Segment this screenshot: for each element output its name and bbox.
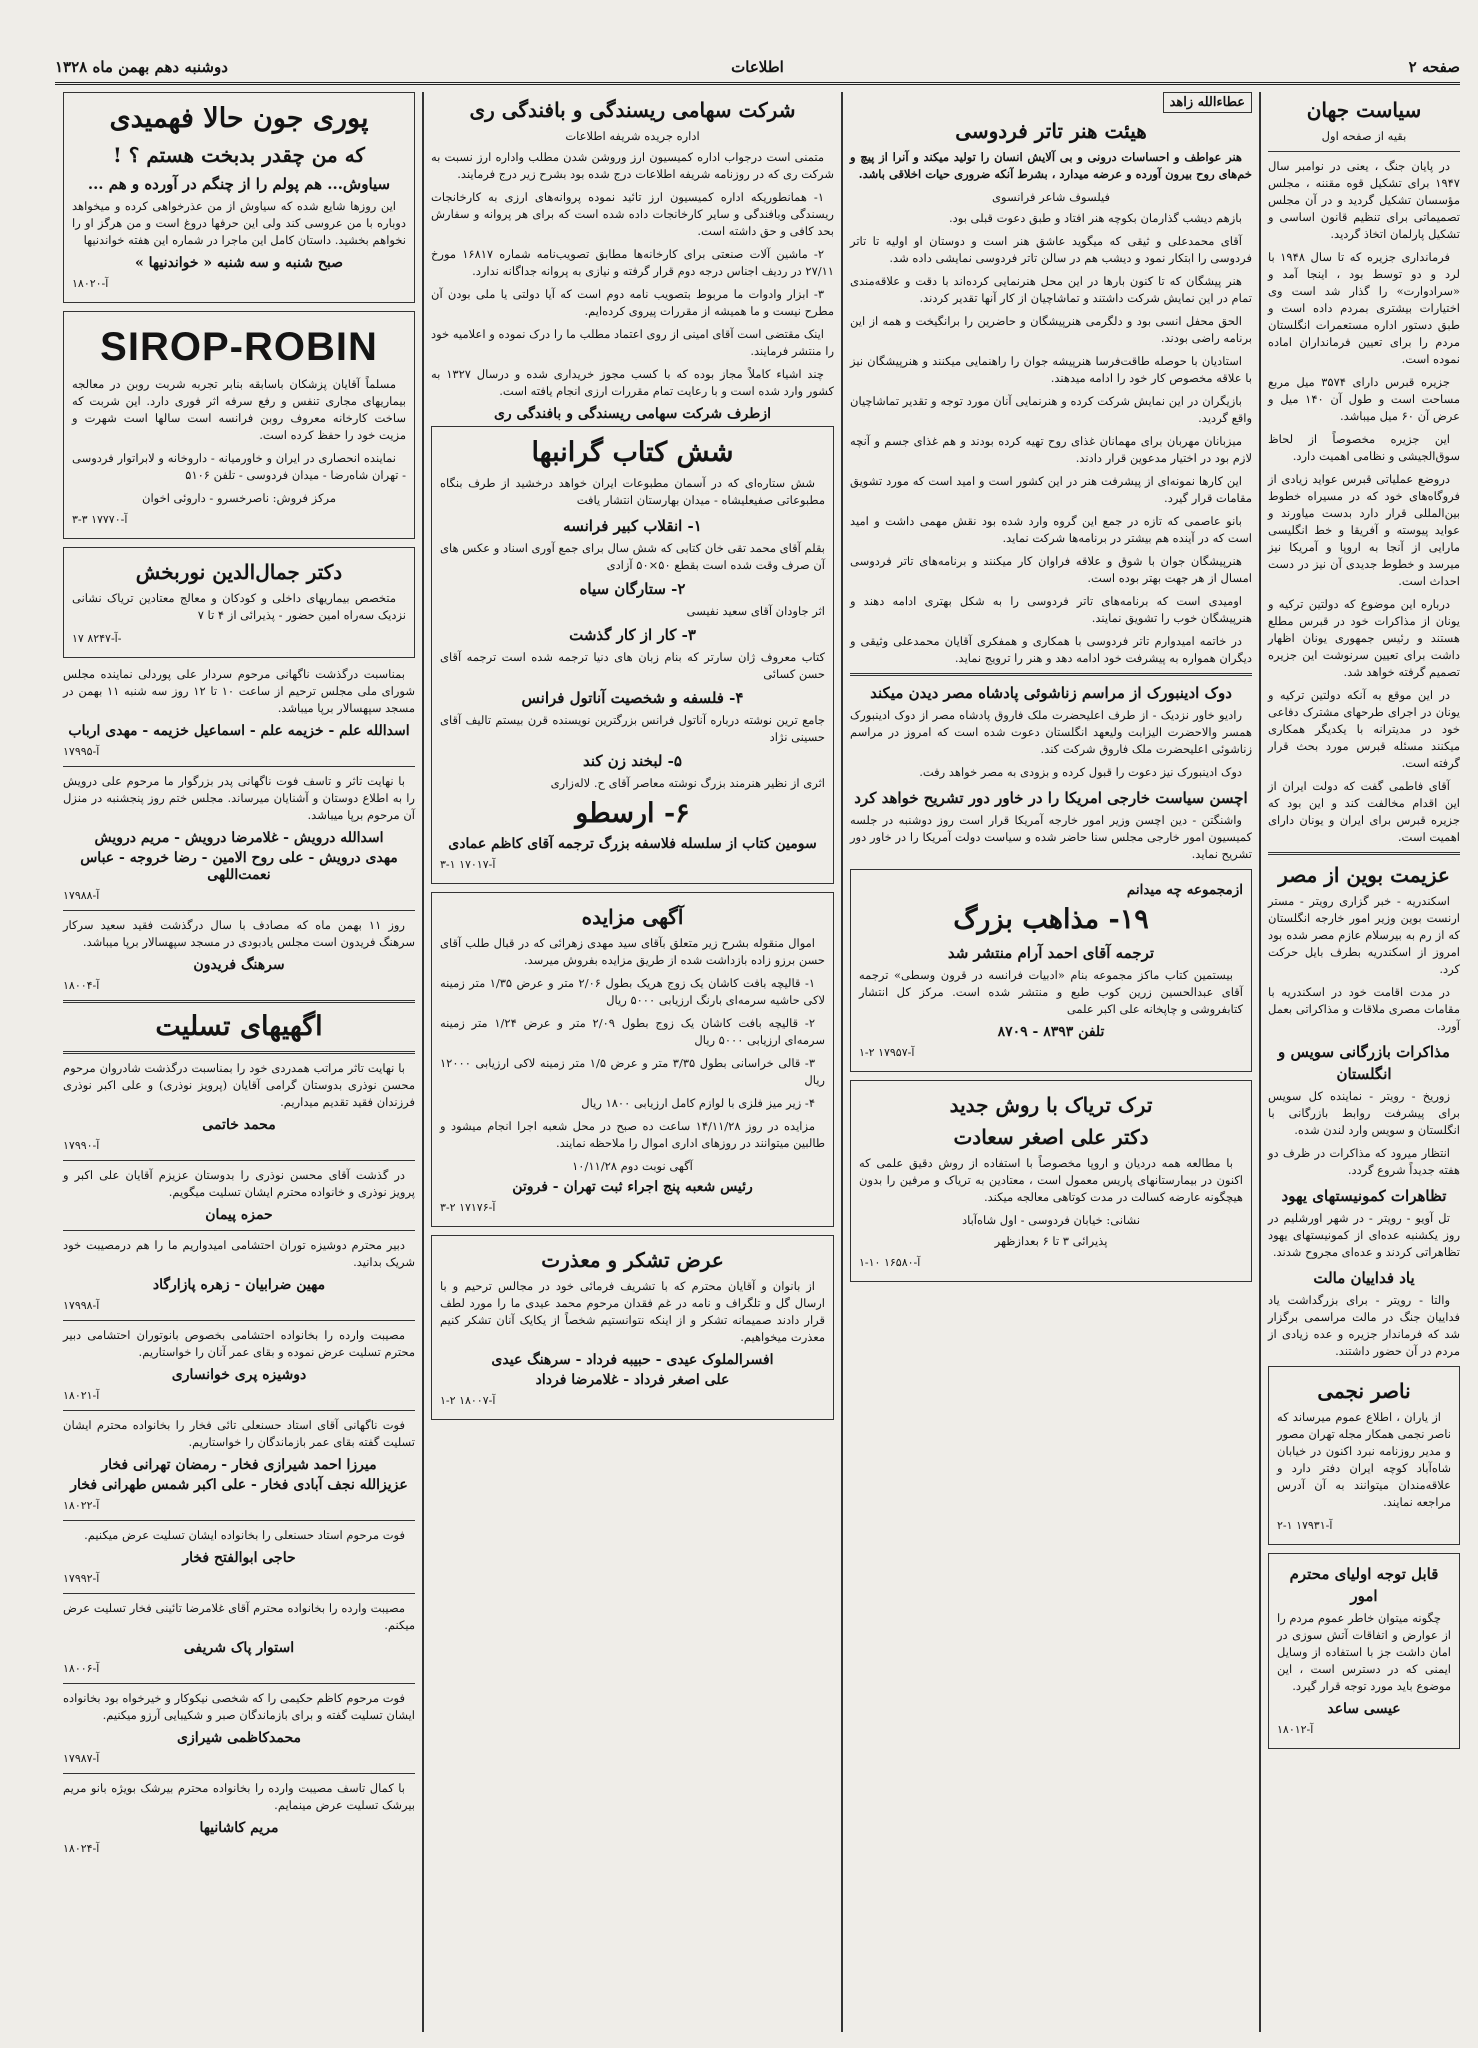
paragraph: مزایده در روز ۱۴/۱۱/۲۸ ساعت ده صبح در محل شعبه اجرا انجام میشود و طالبین میتوانند در روزهای اداری اموال را ملاحظه نمایند. <box>440 1119 825 1150</box>
paragraph: اسکندریه - خبر گزاری رویتر - مستر ارنست بوین وزیر امور خارجه انگلستان که از رم به بیرسلام عازم مصر شده بود امروز از اسکندریه بطرف بایل حرکت کرد. <box>1268 894 1460 976</box>
book-item-desc: جامع ترین نوشته درباره آناتول فرانس بزرگترین نویسنده قرن بیستم تالیف آقای حسینی نژاد <box>440 713 825 744</box>
column-theater <box>844 92 1258 2032</box>
ad-code: آ-۸۲۴۷ ۱۷- <box>72 632 122 645</box>
notice <box>63 773 415 904</box>
ad-subtitle: که من چقدر بدبخت هستم ؟ ! <box>113 143 365 167</box>
paragraph: فرمانداری جزیره که تا سال ۱۹۴۸ با لرد و دو توسط بود ، اینجا آمد و «سرادوارت» را گذار شد است وی اختیارات بیشتری بمردم داده است و طبق دستور اداره مستعمرات انگلستان مردم را برای تعیین فرمانداران اماده نموده است. <box>1268 250 1460 366</box>
divider <box>1268 852 1460 855</box>
divider <box>63 1320 415 1321</box>
ad-code: آ-۱۸۰۱۲ <box>1277 1723 1314 1736</box>
paragraph: بانو عاصمی که تازه در جمع این گروه وارد شده بود نقش مهمی داشت و امید است که در آینده هم بیشتر در برنامه‌ها شرکت نماید. <box>850 514 1252 545</box>
paragraph: رادیو خاور نزدیک - از طرف اعلیحضرت ملک فاروق پادشاه مصر از دوک ادینبورک همسر والاحضرت الیزابت ولیعهد انگلستان دعوت شده است که امروز در مراسم زناشوئی اعلیحضرت ملک فاروق شرکت کند. <box>850 708 1252 756</box>
ad-title: آگهی مزایده <box>581 905 684 929</box>
condolence <box>63 1417 415 1514</box>
column-company <box>425 92 840 2032</box>
condolence-code: آ-۱۷۹۹۰ <box>63 1139 100 1152</box>
ad-hours: پذیرائی ۳ تا ۶ بعدازظهر <box>994 1234 1108 1248</box>
condolence-code: آ-۱۸۰۲۲ <box>63 1499 100 1512</box>
paragraph: ۱- همانطوریکه اداره کمیسیون ارز تائید نموده پروانه‌های ارزی به کارخانجات ریسندگی وبافندگی و سایر کارخانجات داده شده است که برای هر پروانه و سفارش بحد کافی و حق داشته است. <box>431 190 834 238</box>
paragraph: هنر پیشگان که تا کنون بارها در این محل هنرنمایی کرده‌اند با دقت و علاقه‌مندی تمام در این نمایش شرکت داشتند و تماشاچیان از کار آنها تقدیر کردند. <box>850 274 1252 305</box>
paragraph: اموال منقوله بشرح زیر متعلق بآقای سید مهدی زهرائی که در قبال طلب آقای حسن برزو زاده بازداشت شده از طریق مزایده بفروش میرسد. <box>440 936 825 967</box>
column-ads <box>57 92 421 2032</box>
ad-code: آ-۱۷۷۷۰ ۳-۳ <box>72 513 128 526</box>
ad-code: آ-۱۸۰۰۷ ۲-۱ <box>440 1394 496 1407</box>
condolence-body: با نهایت تاثر مراتب همدردی خود را بمناسبت درگذشت شادروان مرحوم محسن نوذری بدوستان گرامی آقایان (پرویز نوذری) و علی اکبر نوذری فرزندان فقید تقدیم میداریم. <box>63 1061 415 1109</box>
column-rule <box>422 92 424 2032</box>
paragraph: چند اشیاء کاملاً مجاز بوده که با کسب مجوز خریداری شده و درسال ۱۳۲۷ به کشور وارد شده است و با رعایت تمام مقررات ارزی انجام یافته است. <box>431 367 834 398</box>
condolence-signature: میرزا احمد شیرازی فخار - رمضان تهرانی فخار <box>101 1457 377 1473</box>
condolence-code: آ-۱۸۰۲۱ <box>63 1389 100 1402</box>
divider <box>63 1230 415 1231</box>
condolence-signature: دوشیزه پری خوانساری <box>171 1367 307 1383</box>
ad-intro: شش ستاره‌ای که در آسمان مطبوعات ایران خواهد درخشید از طرف بنگاه مطبوعاتی صفیعلیشاه - میدان بهارستان انتشار یافت <box>440 476 825 507</box>
divider <box>850 673 1252 676</box>
condolence-body: دبیر محترم دوشیزه توران احتشامی امیدواریم ما را هم درمصیبت خود شریک بدانید. <box>63 1238 415 1269</box>
paragraph: ۲- ماشین آلات صنعتی برای کارخانه‌ها مطابق تصویب‌نامه شماره ۱۶۸۱۷ مورخ ۲۷/۱۱ در ردیف اجناس درجه دوم قرار گرفته و نیازی به پروانه جداگانه ندارد. <box>431 247 834 278</box>
ad-naser-najmi <box>1268 1366 1460 1545</box>
book-item-desc: کتاب معروف ژان سارتر که بنام زبان های دنیا ترجمه شده است ترجمه آقای حسن کسائی <box>440 650 825 681</box>
byline: عطاءالله زاهد <box>1163 92 1252 113</box>
book-item-title: ۵- لبخند زن کند <box>583 752 682 770</box>
divider <box>63 910 415 911</box>
condolence-body: فوت مرحوم کاظم حکیمی را که شخصی نیکوکار و خیرخواه بود بخانواده ایشان تسلیت گفته و برای بازماندگان صبر و شکیبایی آرزو میکنیم. <box>63 1691 415 1722</box>
book-item <box>440 624 825 683</box>
paragraph: اومیدی است که برنامه‌های تاتر فردوسی را به شکل بهتری ادامه دهند و هنرپیشگان خوب را تشویق نمایند. <box>850 594 1252 625</box>
headline-jews: تظاهرات کمونیستهای یهود <box>1281 1187 1447 1205</box>
ad-attention <box>1268 1553 1460 1749</box>
ad-pouri <box>63 92 415 303</box>
ad-doctor-nourbakhsh <box>63 547 415 658</box>
condolence <box>63 1327 415 1404</box>
column-rule <box>841 92 843 2032</box>
paragraph: دروضع عملیاتی قبرس عواید زیادی از فروگاه‌های خود که در مسیراه خطوط بین‌المللی قرار دارد بدست میاورند و عواید پیوسته و آفریقا و خط انگلیسی مارایی از آنجا به اروپا و آمریکا نیز میرسد و خطوط جدیدی آن نیز در دست احداث است. <box>1268 472 1460 588</box>
ad-address: نشانی: خیابان فردوسی - اول شاه‌آباد <box>961 1213 1141 1227</box>
ad-body: مسلماً آقایان پزشکان باسابقه بنابر تجربه شربت روبن در معالجه بیماریهای مجاری تنفس و رفع سرفه اثر فوری دارد. این شربت که ساخت کارخانه معروف روبن فرانسه است سالها است شهرت و مزیت خود را حفظ کرده است. <box>72 377 406 442</box>
ad-signature: صبح شنبه و سه شنبه « خواندنیها » <box>135 255 343 271</box>
ad-body: با مطالعه همه دردیان و اروپا مخصوصاً با استفاده از روش دقیق علمی که اکنون در بیمارستانهای پاریس معمول است ، معتادین به تریاک و مرفین را بدون هیچگونه عارضه کسالت در مدت کوتاهی معالجه میکند. <box>859 1156 1243 1204</box>
paragraph: دوک ادینبورک نیز دعوت را قبول کرده و بزودی به مصر خواهد رفت. <box>919 765 1242 779</box>
paragraph: ۳- قالی خراسانی بطول ۳/۳۵ متر و عرض ۱/۵ متر زمینه لاکی ارزیابی ۱۲۰۰۰ ریال <box>440 1056 825 1087</box>
ad-code: آ-۱۶۵۸۰ ۱۰-۱ <box>859 1256 921 1269</box>
book-title: ۱۹- مذاهب بزرگ <box>953 904 1149 935</box>
ad-code: آ-۱۸۰۲۰ <box>72 277 109 290</box>
ad-body: این روزها شایع شده که سیاوش از من عذرخواهی کرده و میخواهد دوباره با من عروسی کند ولی این حرفها دروغ است و من هرگز او را نخواهم بخشید. داستان کامل این ماجرا در شماره این هفته خواندنیها <box>72 199 406 247</box>
ad-title: ناصر نجمی <box>1317 1379 1411 1403</box>
notice-body: با نهایت تاثر و تاسف فوت ناگهانی پدر بزرگوار ما مرحوم علی درویش را به اطلاع دوستان و آشنایان میرساند. مجلس ختم روز پنجشنبه در منزل آن مرحوم برپا میباشد. <box>63 774 415 822</box>
divider <box>63 1160 415 1161</box>
quote: هنر عواطف و احساسات درونی و بی آلایش انسان را تولید میکند و آنرا از پیچ و خم‌های روح بیرون آورده و عرضه میدارد ، بشرط آنکه ضروری حیات اخلاقی باشد. <box>850 150 1252 181</box>
condolence-code: آ-۱۷۹۹۲ <box>63 1572 100 1585</box>
ad-six-books <box>431 426 834 884</box>
condolence <box>63 1780 415 1857</box>
company-signature: ازطرف شرکت سهامی ریسندگی و بافندگی ری <box>493 406 772 422</box>
brand-sirop-robin: SIROP-ROBIN <box>100 325 378 369</box>
paragraph: این جزیره مخصوصاً از لحاظ سوق‌الجیشی و نظامی اهمیت دارد. <box>1268 432 1460 463</box>
ad-body: از بانوان و آقایان محترم که با تشریف فرمائی خود در مجالس ترحیم و با ارسال گل و تلگراف و نامه در غم فقدان مرحوم محمد عیدی ما را مورد لطف قرار دادند صمیمانه تشکر و از اینکه نتوانستیم شخصاً از یکایک آنان تشکر کنیم معذرت میخواهیم. <box>440 1279 825 1344</box>
paragraph: بازهم دیشب گذارمان بکوچه هنر افتاد و طبق دعوت قبلی بود. <box>948 211 1242 225</box>
ad-title: عرض تشکر و معذرت <box>541 1248 724 1272</box>
headline-company: شرکت سهامی ریسندگی و بافندگی ری <box>469 98 796 122</box>
paragraph: هنرپیشگان جوان با شوق و علاقه فراوان کار میکنند و برنامه‌های تاتر فردوسی امسال از هر جهت بهتر بوده است. <box>850 554 1252 585</box>
headline-memorial: یاد فداییان مالت <box>1313 1269 1415 1287</box>
page-number: صفحه ۲ <box>1408 58 1460 76</box>
notice-code: آ-۱۸۰۰۴ <box>63 979 100 992</box>
book-item-title: ۳- کار از کار گذشت <box>569 626 696 644</box>
ad-doctor-saadat <box>850 1080 1252 1282</box>
paragraph: در پایان جنگ ، یعنی در نوامبر سال ۱۹۴۷ برای تشکیل قوه مقننه ، مجلس مؤسسان تشکیل گردید و در آن مجلس تصمیماتی برای تنظیم قانون اساسی و تشکیل پارلمان اتخاذ گردید. <box>1268 159 1460 241</box>
divider <box>63 1051 415 1054</box>
headline-world-politics: سیاست جهان <box>1306 98 1422 122</box>
notice <box>63 917 415 994</box>
condolence-signature: مهین ضرابیان - زهره پازارگاد <box>152 1277 326 1293</box>
condolence-code: آ-۱۷۹۹۸ <box>63 1299 100 1312</box>
condolence-body: فوت ناگهانی آقای استاد حسنعلی تائی فخار را بخانواده محترم ایشان تسلیت گفته بقای عمر بازماندگان را خواستاریم. <box>63 1418 415 1449</box>
headline-acheson: اچسن سیاست خارجی امریکا را در خاور دور تشریح خواهد کرد <box>854 789 1248 807</box>
book-item-desc: اثر جاودان آقای سعید نفیسی <box>686 604 825 618</box>
book-final-desc: سومین کتاب از سلسله فلاسفه بزرگ ترجمه آقای کاظم عمادی <box>448 836 817 852</box>
ad-signature: افسرالملوک عیدی - حبیبه فرداد - سرهنگ عیدی <box>491 1352 774 1368</box>
paragraph: ۲- قالیچه بافت کاشان یک زوج بطول ۲/۰۹ متر و عرض ۱/۲۴ متر زمینه سرمه‌ای ارزیابی ۵۰۰۰ ریال <box>440 1016 825 1047</box>
ad-body: متخصص بیماریهای داخلی و کودکان و معالج معتادین تریاک نشانی نزدیک سه‌راه امین حضور - پذیرائی از ۴ تا ۷ <box>72 591 406 622</box>
condolence-signature: محمد خاتمی <box>202 1117 276 1133</box>
notice-code: آ-۱۷۹۸۸ <box>63 889 100 902</box>
paragraph: استادیان با حوصله طاقت‌فرسا هنرپیشه جوان را راهنمایی میکنند و هنرپیشگان نیز با علاقه مخصوص کار خود را ادامه میدهند. <box>850 354 1252 385</box>
book-item-desc: اثری از نظیر هنرمند بزرگ نوشته معاصر آقای ح. لاله‌زاری <box>550 776 825 790</box>
paragraph: زوریخ - رویتر - نماینده کل سویس برای پیشرفت روابط بازرگانی با انگلستان و سویس وارد لندن شده. <box>1268 1089 1460 1137</box>
condolence-body: مصیبت وارده را بخانواده محترم آقای غلامرضا تائینی فخار تسلیت عرض میکنم. <box>63 1601 415 1632</box>
column-rule <box>1259 92 1261 2032</box>
ad-agent: نماینده انحصاری در ایران و خاورمیانه - داروخانه و لابراتوار فردوسی - تهران شاه‌رضا - میدان فردوسی - تلفن ۵۱۰۶ <box>72 451 406 482</box>
notice <box>63 666 415 760</box>
paragraph: تل آویو - رویتر - در شهر اورشلیم در روز یکشنبه عده‌ای از کمونیستهای یهود تظاهراتی کردند و عده‌ای مجروح شدند. <box>1268 1211 1460 1259</box>
divider <box>63 1520 415 1521</box>
paragraph: این کارها نمونه‌ای از پیشرفت هنر در این کشور است و امید است که مورد تشویق مقامات قرار گیرد. <box>850 474 1252 505</box>
ad-body: چگونه میتوان خاطر عموم مردم را از عوارض و اتفاقات آتش سوزی در امان داشت جز با استفاده از وسایل ایمنی که در دسترس است ، این موضوع باید مورد توجه قرار گیرد. <box>1277 1611 1451 1693</box>
ad-title: ترک تریاک با روش جدید <box>949 1093 1153 1117</box>
notice-signature: سرهنگ فریدون <box>193 957 285 973</box>
notice-body: روز ۱۱ بهمن ماه که مصادف با سال درگذشت فقید سعید سرکار سرهنگ فریدون است مجلس یادبودی در مسجد سپهسالار برپا میباشد. <box>63 918 415 949</box>
condolence-body: در گذشت آقای محسن نوذری را بدوستان عزیزم آقایان علی اکبر و پرویز نوذری و خانواده محترم ایشان تسلیت میگویم. <box>63 1168 415 1199</box>
condolence-code: آ-۱۸۰۰۶ <box>63 1662 100 1675</box>
divider <box>1268 151 1460 152</box>
paragraph: جزیره قبرس دارای ۳۵۷۴ میل مربع مساحت است و طول آن ۱۴۰ میل و عرض آن ۶۰ میل میباشد. <box>1268 375 1460 423</box>
book-item <box>440 515 825 574</box>
paragraph: آقای فاطمی گفت که دولت ایران از این اقدام مخالفت کند و این بود که جزیره قبرس برای ایران و یونان دارای اهمیت است. <box>1268 779 1460 844</box>
paragraph: درباره این موضوع که دولتین ترکیه و یونان از مذاکرات خود در قبرس مطلع هستند و رئیس جمهوری یونان اظهار داشت برای تعیین سرنوشت این جزیره تصمیم گرفته خواهد شد. <box>1268 597 1460 679</box>
notice-signature: اسدالله درویش - غلامرضا درویش - مریم درویش <box>94 830 384 846</box>
book-item-title: ۱- انقلاب کبیر فرانسه <box>563 517 702 535</box>
paragraph: در خاتمه امیدوارم تاتر فردوسی با همکاری و همفکری آقایان محمدعلی وثیقی و دیگران همواره به پیشرفت خود ادامه دهد و هنر را ترویج نماید. <box>850 634 1252 665</box>
ad-code: آ-۱۷۰۱۷ ۱-۳ <box>440 858 496 871</box>
notice-code: آ-۱۷۹۹۵ <box>63 745 100 758</box>
ad-distributor: مرکز فروش: ناصرخسرو - داروئی اخوان <box>142 491 336 505</box>
continued-note: بقیه از صفحه اول <box>1321 129 1407 143</box>
ad-signature: عیسی ساعد <box>1327 1701 1401 1717</box>
book-item-title: ۲- ستارگان سیاه <box>579 580 686 598</box>
divider <box>63 1000 415 1003</box>
ad-body: بیستمین کتاب ماکز مجموعه بنام «ادبیات فرانسه در قرون وسطی» ترجمه آقای عبدالحسین زرین کوب طبع و منتشر شده است. مرکز کل انتشار کتابفروشی و چاپخانه علی اکبر علمی <box>859 968 1243 1016</box>
ad-code: آ-۱۷۹۳۱ ۱-۲ <box>1277 1519 1333 1532</box>
book-item <box>440 750 825 792</box>
paragraph: الحق محفل انسی بود و دلگرمی هنرپیشگان و حاضرین را برانگیخت و همه از این برنامه راضی بودند. <box>850 314 1252 345</box>
column-world-politics <box>1262 92 1466 2032</box>
quote-source: فیلسوف شاعر فرانسوی <box>992 190 1110 204</box>
headline-theater: هیئت هنر تاتر فردوسی <box>955 119 1147 143</box>
ad-book-religions <box>850 869 1252 1072</box>
condolence-signature: حمزه پیمان <box>205 1207 273 1223</box>
paragraph: انتظار میرود که مذاکرات در ظرف دو هفته جدیداً شروع گردد. <box>1268 1146 1460 1177</box>
ad-thanks <box>431 1235 834 1420</box>
ad-title: دکتر جمال‌الدین نوربخش <box>135 560 343 584</box>
paragraph: والتا - رویتر - برای بزرگداشت یاد فداییان جنگ در مالت مراسمی برگزار شد که فرماندار جزیره و عده زیادی از مردم در آن حضور داشتند. <box>1268 1293 1460 1358</box>
issue-date: دوشنبه دهم بهمن ماه ۱۳۲۸ <box>55 58 228 76</box>
ad-signature: علی اصغر فرداد - غلامرضا فرداد <box>535 1372 730 1388</box>
ad-code: آ-۱۷۱۷۶ ۲-۳ <box>440 1201 496 1214</box>
condolence-signature: محمدکاظمی شیرازی <box>177 1730 301 1746</box>
book-item <box>440 687 825 746</box>
paragraph: میزبانان مهربان برای مهمانان غذای روح تهیه کرده بودند و هم غذای جسم و آنچه لازم بود در اختیار مدعوین قرار دادند. <box>850 434 1252 465</box>
paragraph: بازیگران در این نمایش شرکت کرده و هنرنمایی آنان مورد توجه و تقدیر تماشاچیان واقع گردید. <box>850 394 1252 425</box>
headline-egypt: عزیمت بوین از مصر <box>1278 863 1450 887</box>
book-final-title: ۶- ارسطو <box>575 798 690 829</box>
ad-title: قابل توجه اولیای محترم امور <box>1289 1565 1439 1605</box>
book-item <box>440 578 825 620</box>
doctor-name: دکتر علی اصغر سعادت <box>953 1125 1149 1149</box>
ad-title: شش کتاب گرانبها <box>531 437 734 468</box>
condolence-code: آ-۱۸۰۲۴ <box>63 1842 100 1855</box>
ad-title: پوری جون حالا فهمیدی <box>109 103 369 134</box>
ad-code: آ-۱۷۹۵۷ ۲-۱ <box>859 1046 915 1059</box>
condolence <box>63 1527 415 1587</box>
company-sub: اداره جریده شریفه اطلاعات <box>565 129 700 143</box>
condolence <box>63 1060 415 1154</box>
condolence <box>63 1600 415 1677</box>
divider <box>63 766 415 767</box>
condolence-code: آ-۱۷۹۸۷ <box>63 1752 100 1765</box>
paragraph: در مدت اقامت خود در اسکندریه با مقامات مصری ملاقات و مذاکراتی بعمل آورد. <box>1268 985 1460 1033</box>
condolence-body: فوت مرحوم استاد حسنعلی را بخانواده ایشان تسلیت عرض میکنیم. <box>84 1528 405 1542</box>
divider <box>63 1410 415 1411</box>
paragraph: ۴- زیر میز فلزی با لوازم کامل ارزیابی ۱۸۰۰ ریال <box>581 1096 815 1110</box>
book-series: ازمجموعه چه میدانم <box>1126 882 1243 898</box>
condolence-signature: حاجی ابوالفتح فخار <box>182 1550 296 1566</box>
condolence-signature: عزیزالله نجف آبادی فخار - علی اکبر شمس طهرانی فخار <box>70 1477 408 1493</box>
headline-swiss: مذاکرات بازرگانی سویس و انگلستان <box>1278 1043 1450 1083</box>
book-item-desc: بقلم آقای محمد تقی خان کتابی که شش سال برای جمع آوری اسناد و عکس های آن صرف وقت شده است بقطع ۵۰×۵۰ آزادی <box>440 541 825 572</box>
condolence-signature: استوار پاک شریفی <box>183 1640 295 1656</box>
condolence-signature: مریم کاشانیها <box>199 1820 279 1836</box>
condolence <box>63 1690 415 1767</box>
auction-signature: رئیس شعبه پنج اجراء ثبت تهران - فروتن <box>512 1179 753 1195</box>
ad-body: از یاران ، اطلاع عموم میرساند که ناصر نجمی همکار مجله تهران مصور و مدیر روزنامه نبرد اکنون در خیابان شاه‌آباد کوچه ایران دفتر دارد و علاقه‌مندان میتوانند به آن آدرس مراجعه نمایند. <box>1277 1410 1451 1509</box>
paragraph: در این موقع به آنکه دولتین ترکیه و یونان در اجرای طرحهای مشترک دفاعی خود در مدیترانه با یکدیگر همکاری میکنند مسئله قبرس مورد بحث قرار گرفته است. <box>1268 688 1460 770</box>
condolence-body: با کمال تاسف مصیبت وارده را بخانواده محترم بیرشک بویژه بانو مریم بیرشک تسلیت عرض مینمایم. <box>63 1781 415 1812</box>
auction-date: آگهی نوبت دوم ۱۰/۱۱/۲۸ <box>572 1159 693 1173</box>
condolence <box>63 1237 415 1314</box>
paragraph: اینک مقتضی است آقای امینی از روی اعتماد مطلب ما را درک نموده و اعلامیه خود را منتشر فرمایند. <box>431 327 834 358</box>
paper-name: اطلاعات <box>731 58 784 76</box>
divider <box>63 1683 415 1684</box>
ad-sirop-robin <box>63 311 415 539</box>
book-translator: ترجمه آقای احمد آرام منتشر شد <box>947 944 1155 962</box>
ad-lead: سیاوش... هم پولم را از چنگم در آورده و هم ... <box>87 175 391 193</box>
paragraph: ۳- ابزار وادوات ما مربوط بتصویب نامه دوم است که آیا دولتی یا ملی بودن آن مطرح نیست و ما همیشه از مقررات پیروی کرده‌ایم. <box>431 287 834 318</box>
paragraph: ۱- قالیچه بافت کاشان یک زوج هریک بطول ۲/۰۶ متر و عرض ۱/۳۵ متر زمینه لاکی حاشیه سرمه‌ای بارنگ ارزیابی ۵۰۰۰ ریال <box>440 976 825 1007</box>
condolence <box>63 1167 415 1224</box>
divider <box>63 1773 415 1774</box>
notice-body: بمناسبت درگذشت ناگهانی مرحوم سردار علی پوردلی نماینده مجلس شورای ملی مجلس ترحیم از ساعت ۱۰ تا ۱۲ روز سه شنبه ۱۱ بهمن در مسجد سپهسالار برپا میباشد. <box>63 667 416 715</box>
condolence-body: مصیبت وارده را بخانواده احتشامی بخصوص بانوتوران احتشامی دبیر محترم تسلیت عرض نموده و بقای عمر آنان را خواستاریم. <box>63 1328 415 1359</box>
headline-condolences: اگهیهای تسلیت <box>155 1011 323 1042</box>
paragraph: آقای محمدعلی و ثیقی که میگوید عاشق هنر است و دوستان او اولیه تا تاتر فردوسی را ابتکار نمود و دیشب هم در سالن تاتر فردوسی نمایشی داده شد. <box>850 234 1252 265</box>
notice-signature: مهدی درویش - علی روح الامین - رضا خروجه - عباس نعمت‌اللهی <box>80 850 398 883</box>
book-item-title: ۴- فلسفه و شخصیت آناتول فرانس <box>521 689 744 707</box>
masthead <box>55 52 1460 85</box>
divider <box>63 1593 415 1594</box>
ad-auction <box>431 892 834 1227</box>
notice-signature: اسدالله علم - خزیمه علم - اسماعیل خزیمه - مهدی ارباب <box>68 723 410 739</box>
ad-phone: تلفن ۸۳۹۳ - ۸۷۰۹ <box>997 1024 1105 1040</box>
paragraph: واشنگتن - دین اچسن وزیر امور خارجه آمریکا قرار است روز دوشنبه در جلسه کمیسیون امور خارجی مجلس سنا حاضر شده و سیاست دولت آمریکا را در خاور دور تشریح نماید. <box>850 813 1252 861</box>
headline-duke: دوک ادینبورک از مراسم زناشوئی پادشاه مصر دیدن میکند <box>870 684 1232 702</box>
paragraph: متمنی است درجواب اداره کمیسیون ارز وروشن شدن مطلب واداره ارز نسبت به شرکت ری که در روزنامه شریفه اطلاعات درج شده بود بشرح زیر درج فرمایند. <box>431 150 834 181</box>
